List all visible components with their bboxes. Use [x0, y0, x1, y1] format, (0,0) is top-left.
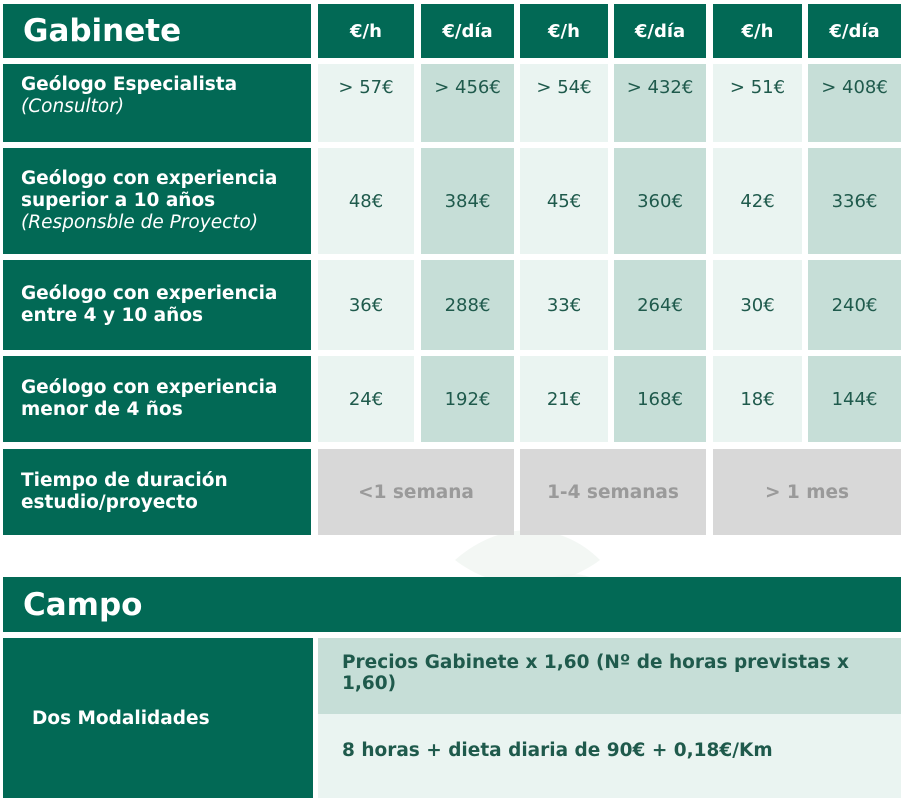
header-eur-day: €/día	[808, 4, 901, 58]
value-cell: > 408€	[808, 64, 901, 142]
row-label-line: entre 4 y 10 años	[21, 305, 204, 326]
value-cell: 48€	[318, 148, 414, 254]
row-label-line: estudio/proyecto	[21, 492, 198, 513]
value-cell: 21€	[520, 356, 608, 442]
value-cell: 18€	[713, 356, 802, 442]
row-label-line: superior a 10 años	[21, 190, 216, 211]
value-cell: 168€	[614, 356, 706, 442]
campo-title: Campo	[3, 577, 901, 632]
row-label-line: Geólogo con experiencia	[21, 377, 278, 398]
row-label-line: Geólogo con experiencia	[21, 168, 278, 189]
value-cell: 288€	[421, 260, 514, 350]
duration-long: > 1 mes	[713, 449, 901, 535]
header-eur-hour: €/h	[318, 4, 414, 58]
row-label-line: Geólogo con experiencia	[21, 283, 278, 304]
campo-label: Dos Modalidades	[3, 638, 313, 798]
value-cell: 384€	[421, 148, 514, 254]
value-cell: 240€	[808, 260, 901, 350]
row-label-sub: (Responsble de Proyecto)	[21, 212, 259, 233]
value-cell: 336€	[808, 148, 901, 254]
row-label-duracion	[3, 449, 311, 535]
row-label-4-10-anos	[3, 260, 311, 350]
row-label-menos-4-anos	[3, 356, 311, 442]
value-cell: 42€	[713, 148, 802, 254]
header-eur-day: €/día	[421, 4, 514, 58]
row-label-sub: (Consultor)	[21, 96, 125, 117]
header-eur-day: €/día	[614, 4, 706, 58]
value-cell: 264€	[614, 260, 706, 350]
value-cell: > 51€	[713, 64, 802, 142]
value-cell: > 456€	[421, 64, 514, 142]
value-cell: 30€	[713, 260, 802, 350]
value-cell: 33€	[520, 260, 608, 350]
value-cell: 45€	[520, 148, 608, 254]
row-label-line: Tiempo de duración	[21, 470, 228, 491]
header-eur-hour: €/h	[520, 4, 608, 58]
value-cell: 36€	[318, 260, 414, 350]
value-cell: 24€	[318, 356, 414, 442]
gabinete-title: Gabinete	[3, 4, 311, 58]
value-cell: 144€	[808, 356, 901, 442]
row-label-text: Geólogo Especialista	[21, 74, 238, 95]
value-cell: 192€	[421, 356, 514, 442]
value-cell: > 54€	[520, 64, 608, 142]
header-eur-hour: €/h	[713, 4, 802, 58]
row-label-mas-10-anos	[3, 148, 311, 254]
value-cell: > 57€	[318, 64, 414, 142]
row-label-especialista	[3, 64, 311, 142]
row-label-line: menor de 4 ños	[21, 399, 183, 420]
value-cell: 360€	[614, 148, 706, 254]
campo-mode-gabinete: Precios Gabinete x 1,60 (Nº de horas previstas x 1,60)	[318, 638, 901, 714]
campo-mode-dieta: 8 horas + dieta diaria de 90€ + 0,18€/Km	[318, 714, 901, 798]
duration-short: <1 semana	[318, 449, 514, 535]
duration-medium: 1-4 semanas	[520, 449, 706, 535]
value-cell: > 432€	[614, 64, 706, 142]
